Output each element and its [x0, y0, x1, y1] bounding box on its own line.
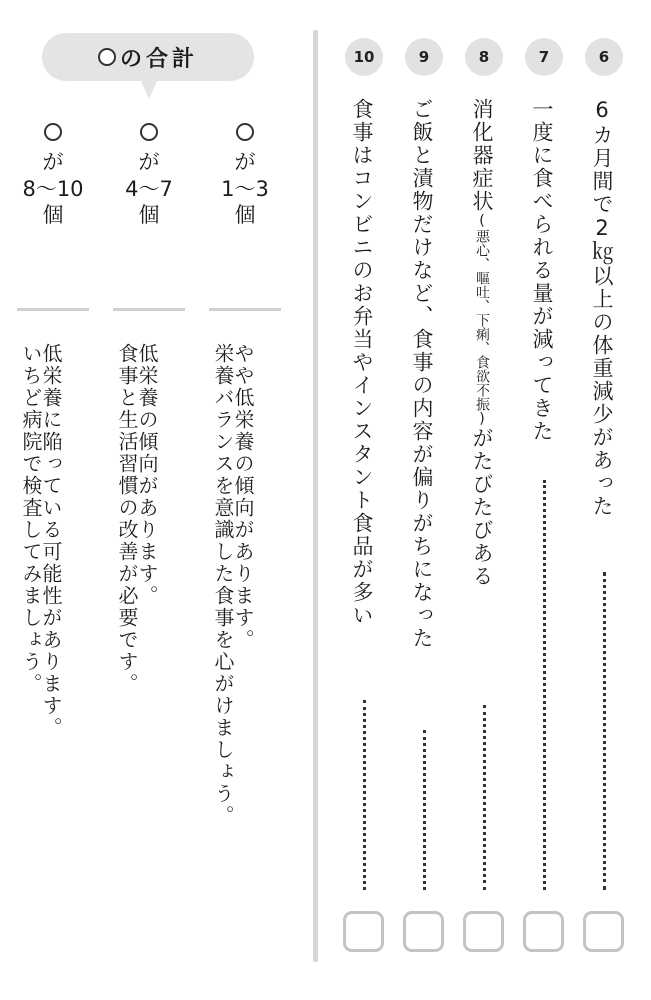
result-line1: やや低栄養の傾向があります。 [231, 343, 255, 651]
range-label-line3: 個 [234, 202, 256, 227]
result-line1: 低栄養に陥っている可能性があります。 [39, 343, 63, 739]
question-8-end: がたびたびある [470, 427, 494, 588]
question-8-note: (悪心、嘔吐、下痢、食欲不振) [474, 213, 490, 427]
leader-dots-8 [483, 705, 486, 890]
range-label-line3: 個 [138, 202, 160, 227]
question-text-9: ご飯と漬物だけなど、食事の内容が偏りがちになった [410, 98, 434, 650]
checkbox-8[interactable] [463, 911, 504, 952]
range-4-7 [114, 123, 184, 228]
result-1-3 [213, 343, 253, 827]
result-line2: 栄養バランスを意識した食事を心がけましょう。 [211, 343, 235, 827]
question-text-6: 6カ月間で2㎏以上の体重減少があった [590, 98, 614, 518]
tally-header [42, 33, 254, 81]
result-line2: 食事と生活習慣の改善が必要です。 [115, 343, 139, 695]
range-8-10 [18, 123, 88, 228]
checkbox-9[interactable] [403, 911, 444, 952]
question-8-main: 消化器症状 [470, 98, 494, 213]
checkbox-6[interactable] [583, 911, 624, 952]
range-label-line1: が [234, 150, 256, 175]
result-line1: 低栄養の傾向があります。 [135, 343, 159, 607]
question-text-8 [471, 98, 492, 588]
range-label-line2: 8〜10 [22, 176, 84, 201]
tally-title: の合計 [119, 46, 198, 72]
leader-dots-10 [363, 700, 366, 890]
circle-icon [236, 123, 254, 141]
circle-icon [98, 48, 116, 66]
range-label-line2: 1〜3 [221, 176, 269, 201]
leader-dots-6 [603, 572, 606, 890]
result-line2: いちど病院で検査してみましょう。 [19, 343, 43, 695]
circle-icon [140, 123, 158, 141]
range-1-3 [210, 123, 280, 228]
leader-dots-9 [423, 730, 426, 890]
range-label-line1: が [138, 150, 160, 175]
leader-dots-7 [543, 480, 546, 890]
checkbox-7[interactable] [523, 911, 564, 952]
section-divider [313, 30, 318, 962]
question-number-9: 9 [405, 38, 443, 76]
range-label-line3: 個 [42, 202, 64, 227]
checkbox-10[interactable] [343, 911, 384, 952]
question-number-10: 10 [345, 38, 383, 76]
range-label-line1: が [42, 150, 64, 175]
range-separator [209, 308, 281, 311]
question-text-10: 食事はコンビニのお弁当やインスタント食品が多い [350, 98, 374, 627]
question-number-6: 6 [585, 38, 623, 76]
result-4-7 [117, 343, 157, 695]
question-text-7: 一度に食べられる量が減ってきた [530, 98, 554, 443]
range-label-line2: 4〜7 [125, 176, 173, 201]
range-separator [17, 308, 89, 311]
result-8-10 [21, 343, 61, 739]
question-number-7: 7 [525, 38, 563, 76]
tally-pointer [140, 79, 158, 99]
question-number-8: 8 [465, 38, 503, 76]
range-separator [113, 308, 185, 311]
circle-icon [44, 123, 62, 141]
